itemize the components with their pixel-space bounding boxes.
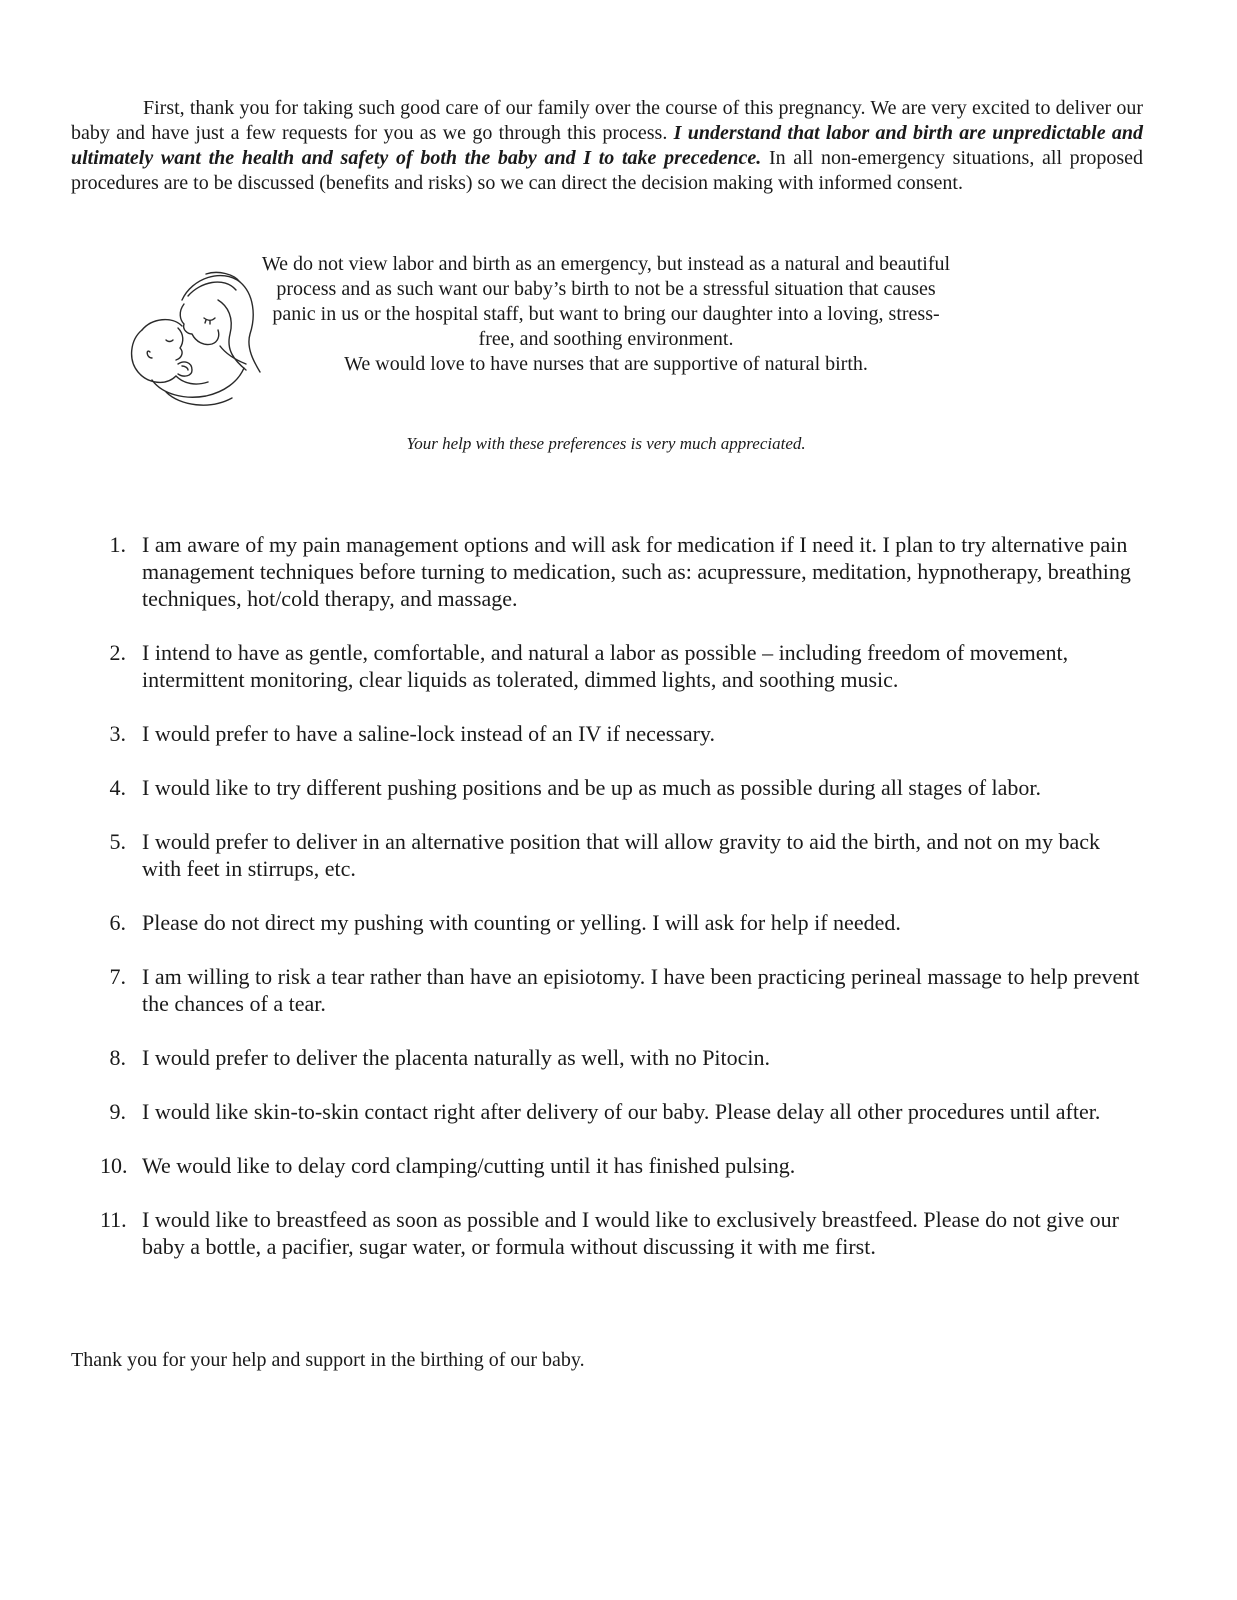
list-number: 1. [109,532,126,557]
list-text: I would prefer to deliver in an alternative position that will allow gravity to aid the birth, and not on my back with feet in stirrups, etc. [142,829,1100,881]
list-text: I would like skin-to-skin contact right after delivery of our baby. Please delay all other procedures until after. [142,1099,1101,1124]
list-item [100,828,1140,882]
appreciation-note: Your help with these preferences is very much appreciated. [406,434,806,453]
list-item [100,639,1140,693]
list-item [100,774,1140,801]
philosophy-paragraph [258,252,954,377]
list-text: I intend to have as gentle, comfortable, and natural a labor as possible – including freedom of movement, intermittent monitoring, clear liquids as tolerated, dimmed lights, and soothing music. [142,640,1069,692]
list-number: 7. [109,964,126,989]
list-number: 9. [109,1099,126,1124]
list-item [100,531,1140,612]
philosophy-second-line: We would love to have nurses that are supportive of natural birth. [344,353,868,375]
list-item [100,1206,1140,1260]
list-text: I would prefer to have a saline-lock instead of an IV if necessary. [142,721,715,746]
list-text: I would prefer to deliver the placenta naturally as well, with no Pitocin. [142,1045,771,1070]
list-number: 6. [109,910,126,935]
list-item [100,909,1140,936]
list-number: 2. [109,640,126,665]
philosophy-text: We do not view labor and birth as an emergency, but instead as a natural and beautiful process and as such want our baby’s birth to not be a stressful situation that causes panic in us or the hospital staff, but want to bring our daughter into a loving, stress-free, and soothing environment. [261,253,951,350]
intro-emphasis: I understand that labor and birth are unpredictable and ultimately want the health and safety of both the baby and I to take precedence. [71,122,1143,169]
list-item [100,1152,1140,1179]
list-number: 3. [109,721,126,746]
list-item [100,720,1140,747]
list-number: 11. [100,1207,127,1232]
list-number: 10. [100,1153,128,1178]
requests-list [100,531,1140,1287]
intro-paragraph [71,96,1143,196]
list-item [100,1044,1140,1071]
closing-line: Thank you for your help and support in the birthing of our baby. [71,1349,585,1371]
list-item [100,1098,1140,1125]
list-text: We would like to delay cord clamping/cutting until it has finished pulsing. [142,1153,796,1178]
intro-text-part1: First, thank you for taking such good care of our family over the course of this pregnancy. We are very excited to deliver our baby and have just a few requests for you as we go through this process. [71,97,1143,144]
list-item [100,963,1140,1017]
list-text: I would like to try different pushing positions and be up as much as possible during all stages of labor. [142,775,1042,800]
intro-text-part2: In all non-emergency situations, all proposed procedures are to be discussed (benefits and risks) so we can direct the decision making with informed consent. [71,147,1143,194]
list-text: Please do not direct my pushing with counting or yelling. I will ask for help if needed. [142,910,901,935]
list-number: 8. [109,1045,126,1070]
list-number: 5. [109,829,126,854]
mother-and-baby-icon [122,260,270,412]
list-number: 4. [109,775,126,800]
list-text: I would like to breastfeed as soon as possible and I would like to exclusively breastfeed. Please do not give our baby a bottle, a pacifier, sugar water, or formula without discussing it with me first. [142,1207,1119,1259]
list-text: I am willing to risk a tear rather than have an episiotomy. I have been practicing perineal massage to help prevent the chances of a tear. [142,964,1140,1016]
list-text: I am aware of my pain management options and will ask for medication if I need it. I plan to try alternative pain management techniques before turning to medication, such as: acupressure, meditation, hypnotherapy, breathing techniques, hot/cold therapy, and massage. [142,532,1131,611]
